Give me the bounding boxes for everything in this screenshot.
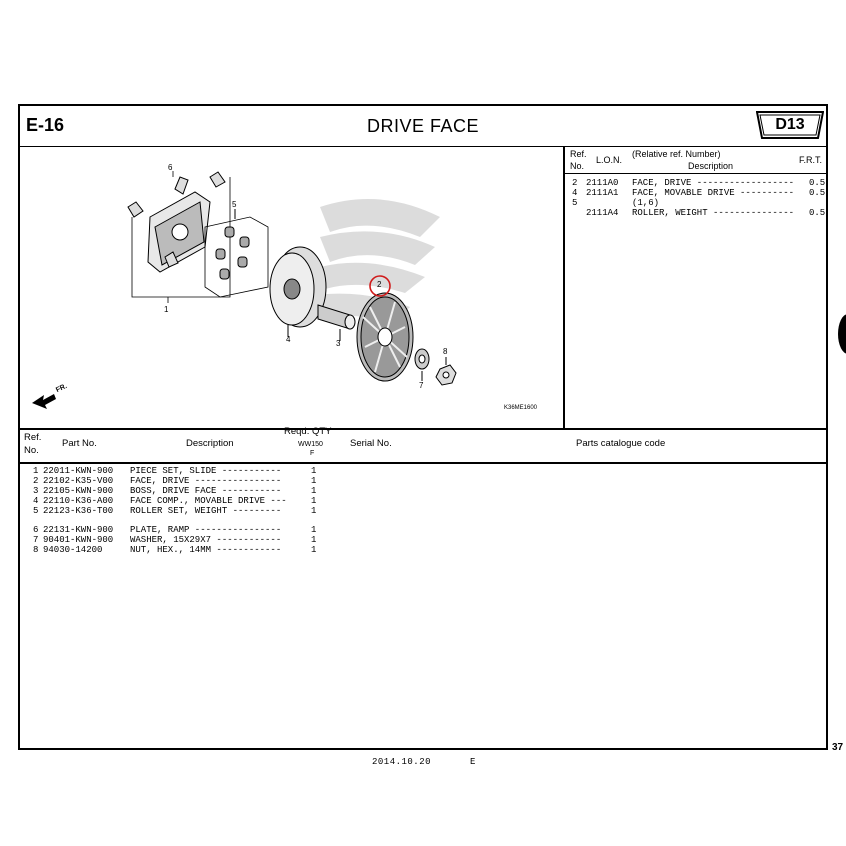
badge-label: D13 <box>775 116 805 133</box>
sheet-header <box>20 106 826 147</box>
ref-row-frt: 0.5 <box>809 208 826 218</box>
page-edge-mark <box>838 314 846 354</box>
parts-col-model-sub: F <box>310 450 315 457</box>
row-qty: 1 <box>311 506 317 516</box>
parts-col-desc: Description <box>186 438 234 449</box>
row-desc: PIECE SET, SLIDE ----------- <box>130 466 282 476</box>
parts-sheet <box>18 104 828 750</box>
row-part-no: 22105-KWN-900 <box>43 486 114 496</box>
model-badge <box>756 111 824 139</box>
callout-3: 3 <box>336 339 341 348</box>
part-washer <box>415 349 429 381</box>
row-part-no: 22123-K36-T00 <box>43 506 114 516</box>
callout-5: 5 <box>232 200 237 209</box>
direction-label: FR. <box>55 382 69 395</box>
row-desc: FACE COMP., MOVABLE DRIVE --- <box>130 496 287 506</box>
horizontal-divider <box>20 428 826 430</box>
parts-col-qty: Reqd. QTY <box>284 426 332 437</box>
row-ref: 5 <box>33 506 39 516</box>
ref-row-lon: 2111A1 <box>586 188 619 198</box>
callout-6: 6 <box>168 163 173 172</box>
ref-row-ref: 4 <box>572 188 578 198</box>
page-number: 37 <box>832 742 844 753</box>
row-part-no: 90401-KWN-900 <box>43 535 114 545</box>
ref-row-lon: 2111A4 <box>586 208 619 218</box>
row-part-no: 22011-KWN-900 <box>43 466 114 476</box>
drawing-code: K36ME1600 <box>504 405 538 411</box>
row-ref: 3 <box>33 486 39 496</box>
row-ref: 7 <box>33 535 39 545</box>
row-qty: 1 <box>311 496 317 506</box>
footer-date: 2014.10.20 <box>372 757 432 767</box>
callout-4: 4 <box>286 335 291 344</box>
page-title: DRIVE FACE <box>366 116 480 136</box>
parts-col-part: Part No. <box>62 438 97 449</box>
row-desc: WASHER, 15X29X7 ------------ <box>130 535 282 545</box>
section-code: E-16 <box>26 115 65 135</box>
row-ref: 1 <box>33 466 39 476</box>
ref-col-description: Description <box>688 161 734 171</box>
part-drive-face <box>357 293 413 381</box>
callout-8: 8 <box>443 347 448 356</box>
row-desc: PLATE, RAMP ---------------- <box>130 525 282 535</box>
row-qty: 1 <box>311 486 317 496</box>
ref-row-frt: 0.5 <box>809 178 826 188</box>
part-ramp-plate <box>128 172 225 272</box>
part-nut <box>436 357 456 385</box>
row-qty: 1 <box>311 476 317 486</box>
row-desc: BOSS, DRIVE FACE ----------- <box>130 486 282 496</box>
footer-edition: E <box>470 757 476 767</box>
callout-7: 7 <box>419 381 424 390</box>
ref-col-ref: Ref. <box>570 149 587 159</box>
row-ref: 6 <box>33 525 39 535</box>
row-part-no: 22110-K36-A00 <box>43 496 114 506</box>
row-desc: NUT, HEX., 14MM ------------ <box>130 545 282 555</box>
parts-col-ref: Ref. <box>24 432 42 443</box>
parts-col-model: WW150 <box>298 441 323 448</box>
part-roller-set <box>205 209 268 297</box>
ref-row-ref: 2 <box>572 178 578 188</box>
row-qty: 1 <box>311 466 317 476</box>
drive-face-illustration <box>20 147 562 429</box>
row-desc: ROLLER SET, WEIGHT --------- <box>130 506 282 516</box>
exploded-diagram <box>20 147 562 429</box>
ref-row-desc: FACE, DRIVE ------------------ <box>632 178 795 188</box>
ref-row-desc: (1,6) <box>632 198 660 208</box>
row-ref: 8 <box>33 545 39 555</box>
ref-row-ref: 5 <box>572 198 578 208</box>
row-qty: 1 <box>311 535 317 545</box>
ref-row-desc: ROLLER, WEIGHT --------------- <box>632 208 795 218</box>
row-part-no: 94030-14200 <box>43 545 103 555</box>
row-qty: 1 <box>311 545 317 555</box>
row-ref: 4 <box>33 496 39 506</box>
callout-2: 2 <box>377 280 382 289</box>
ref-row-desc: FACE, MOVABLE DRIVE ---------- <box>632 188 795 198</box>
ref-header-rule <box>564 173 826 174</box>
callout-1: 1 <box>164 305 169 314</box>
row-part-no: 22102-K35-V00 <box>43 476 114 486</box>
ref-col-lon: L.O.N. <box>596 155 623 165</box>
ref-col-frt: F.R.T. <box>799 155 823 165</box>
row-ref: 2 <box>33 476 39 486</box>
vertical-divider <box>563 147 565 429</box>
ref-row-frt: 0.5 <box>809 188 826 198</box>
row-qty: 1 <box>311 525 317 535</box>
row-part-no: 22131-KWN-900 <box>43 525 114 535</box>
parts-col-no: No. <box>24 445 39 456</box>
parts-col-catalogue: Parts catalogue code <box>576 438 666 449</box>
ref-col-relative: (Relative ref. Number) <box>632 149 721 159</box>
part-movable-drive-face <box>270 247 326 337</box>
row-desc: FACE, DRIVE ---------------- <box>130 476 282 486</box>
front-arrow-icon <box>32 394 56 409</box>
ref-row-lon: 2111A0 <box>586 178 619 188</box>
parts-col-serial: Serial No. <box>350 438 392 449</box>
ref-col-no: No. <box>570 161 585 171</box>
table-header-rule <box>20 462 826 464</box>
